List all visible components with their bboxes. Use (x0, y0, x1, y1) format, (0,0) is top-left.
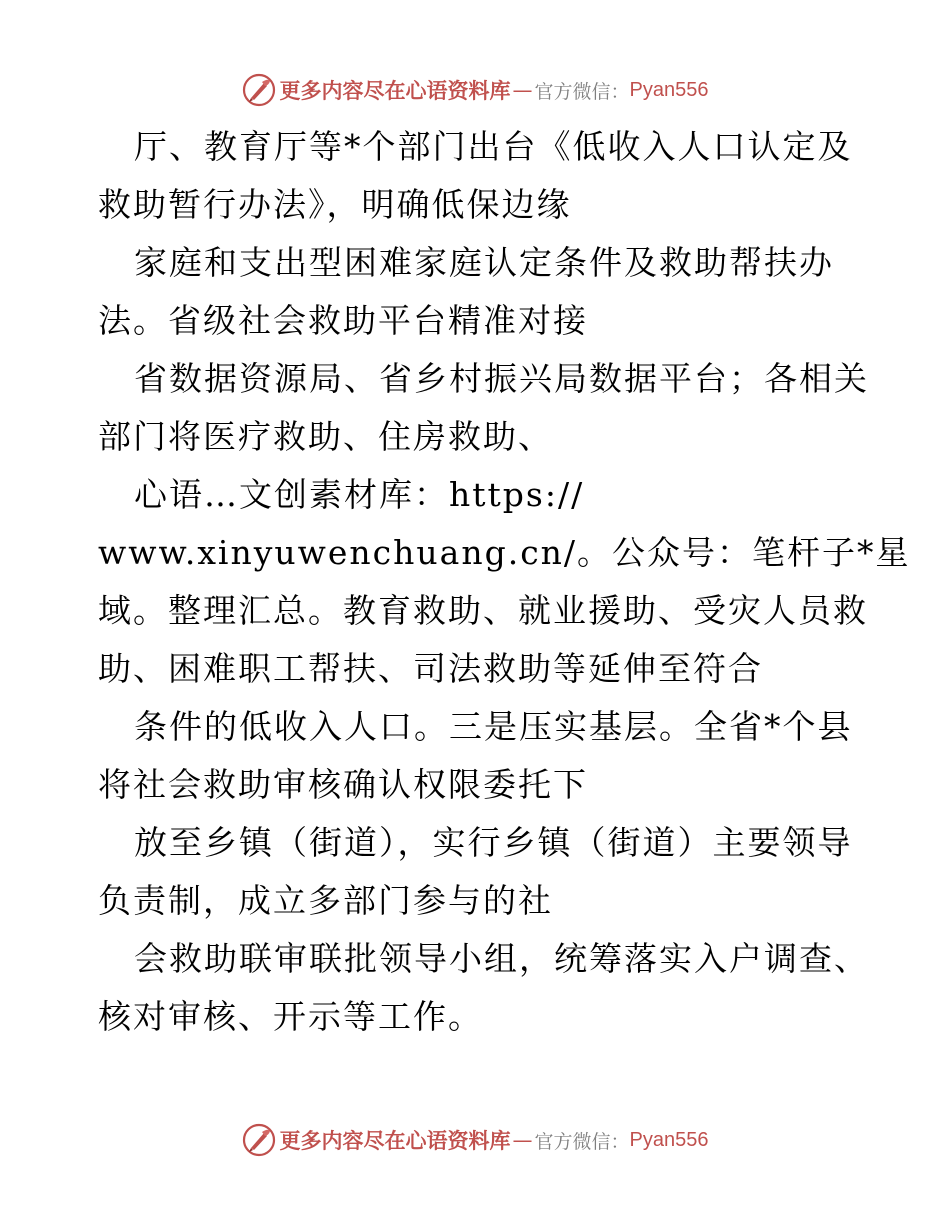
banner-wechat-id: Pyan556 (629, 78, 709, 101)
quill-pen-logo-icon (242, 73, 276, 107)
banner-dash: — (512, 78, 533, 102)
text-line: www.xinyuwenchuang.cn/。公众号：笔杆子*星 (98, 533, 911, 572)
text-line: 条件的低收入人口。三是压实基层。全省*个县 (134, 707, 853, 746)
text-line: 会救助联审联批领导小组，统筹落实入户调查、 (134, 939, 869, 978)
paragraph-6 (98, 814, 868, 930)
banner-main-text: 更多内容尽在心语资料库 (279, 78, 511, 103)
document-body (98, 118, 911, 1046)
paragraph-2 (98, 234, 868, 350)
text-line: 家庭和支出型困难家庭认定条件及救助帮扶办 (134, 243, 834, 282)
banner-dash: — (512, 1128, 533, 1152)
banner-wechat-id: Pyan556 (629, 1128, 709, 1151)
text-line: 核对审核、开示等工作。 (98, 997, 483, 1036)
paragraph-5 (98, 698, 868, 814)
paragraph-1 (98, 118, 868, 234)
paragraph-4 (98, 466, 911, 698)
text-line: 将社会救助审核确认权限委托下 (98, 765, 588, 804)
banner-wechat-label: 官方微信： (534, 1130, 630, 1153)
text-line: 放至乡镇（街道），实行乡镇（街道）主要领导 (134, 823, 853, 862)
text-line: 负责制，成立多部门参与的社 (98, 881, 553, 920)
text-line: 厅、教育厅等*个部门出台《低收入人口认定及 (134, 127, 853, 166)
text-line: 助、困难职工帮扶、司法救助等延伸至符合 (98, 649, 763, 688)
text-line: 部门将医疗救助、住房救助、 (98, 417, 553, 456)
text-line: 域。整理汇总。教育救助、就业援助、受灾人员救 (98, 591, 868, 630)
paragraph-3 (98, 350, 868, 466)
text-line: 法。省级社会救助平台精准对接 (98, 301, 588, 340)
footer-banner (0, 1120, 950, 1160)
text-line: 救助暂行办法》，明确低保边缘 (98, 185, 572, 224)
text-line: 心语…文创素材库：https:// (134, 475, 585, 514)
banner-main-text: 更多内容尽在心语资料库 (279, 1128, 511, 1153)
text-line: 省数据资源局、省乡村振兴局数据平台；各相关 (134, 359, 869, 398)
quill-pen-logo-icon (242, 1123, 276, 1157)
paragraph-7 (98, 930, 868, 1046)
header-banner (0, 70, 950, 110)
banner-wechat-label: 官方微信： (534, 80, 630, 103)
